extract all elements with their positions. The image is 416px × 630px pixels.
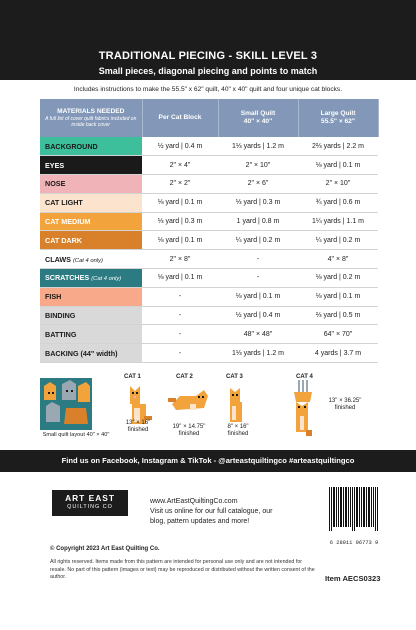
cat-2-size: 19" × 14.75" <box>172 424 206 430</box>
quantity-cell-c2: - <box>218 269 298 288</box>
website-url[interactable]: www.ArtEastQuiltingCo.com <box>150 498 238 505</box>
quantity-cell-c1: 2" × 8" <box>142 250 218 269</box>
table-row <box>40 212 378 231</box>
material-name: FISH <box>45 292 62 302</box>
material-name: BATTING <box>45 329 77 339</box>
cat-2-finished: finished <box>178 431 200 438</box>
cat-4-image <box>294 380 312 436</box>
material-name: EYES <box>45 160 65 170</box>
quantity-cell-c1: - <box>142 325 218 344</box>
table-row <box>40 193 378 212</box>
copyright-text: Copyright 2023 Art East Quilting Co. <box>56 546 160 552</box>
table-row <box>40 325 378 344</box>
quantity-cell-c1: - <box>142 344 218 363</box>
quantity-cell-c2: 1⅓ yards | 1.2 m <box>218 344 298 363</box>
cat-2-dimensions <box>158 424 220 438</box>
cat-1-finished: finished <box>127 427 149 434</box>
cat-2-image <box>168 390 208 410</box>
material-name-cell <box>40 269 142 288</box>
material-name: BACKING (44" width) <box>45 348 118 358</box>
small-quilt-layout-caption: Small quilt layout 40" × 40" <box>42 432 110 438</box>
table-row <box>40 175 378 194</box>
quantity-cell-c3: ⅔ yard | 0.5 m <box>298 306 378 325</box>
material-name-cell <box>40 344 142 363</box>
quantity-cell-c3: ⅛ yard | 0.1 m <box>298 156 378 175</box>
logo-line-1: ART EAST <box>65 493 115 503</box>
website-text-1: Visit us online for our full catalogue, our <box>150 508 273 516</box>
barcode-bars-image <box>325 485 383 535</box>
website-text-2: blog, pattern updates and more! <box>150 518 250 526</box>
quantity-cell-c1: ⅓ yard | 0.3 m <box>142 212 218 231</box>
cat-4-dimensions <box>316 398 374 412</box>
material-name: CAT DARK <box>45 235 82 245</box>
quantity-cell-c1: 2" × 2" <box>142 175 218 194</box>
cat-3-label: CAT 3 <box>226 374 243 380</box>
quantity-cell-c2: 2" × 6" <box>218 175 298 194</box>
quantity-cell-c3: 4" × 8" <box>298 250 378 269</box>
cat-1-image <box>130 386 152 424</box>
quantity-cell-c2: 48" × 48" <box>218 325 298 344</box>
materials-body <box>40 137 378 363</box>
cat-3-size: 8" × 16" <box>227 424 249 430</box>
material-name-cell <box>40 137 142 156</box>
cat-4-size: 13" × 36.25" <box>328 398 362 404</box>
cat-blocks-area <box>40 374 380 444</box>
cat-3-dimensions <box>218 424 258 438</box>
page-subtitle: Small pieces, diagonal piecing and points to match <box>98 66 318 76</box>
cat-3-image <box>230 388 242 422</box>
cat-3-finished: finished <box>227 431 249 438</box>
copyright-icon: © <box>50 546 55 552</box>
social-follow-bar: Find us on Facebook, Instagram & TikTok - @arteastquiltingco #arteastquiltingco <box>0 450 416 472</box>
material-name: BINDING <box>45 311 76 321</box>
logo-line-2: QUILTING CO <box>67 504 113 510</box>
cat-1-size: 13" × 16" <box>125 420 151 426</box>
table-row <box>40 156 378 175</box>
material-name-cell <box>40 250 142 269</box>
quantity-cell-c3: 4 yards | 3.7 m <box>298 344 378 363</box>
col-large-quilt-size: 55.5" × 62" <box>321 118 355 125</box>
barcode-digits: 6 28011 06773 9 <box>329 540 379 546</box>
quantity-cell-c3: ⅛ yard | 0.2 m <box>298 269 378 288</box>
materials-header <box>40 99 142 137</box>
material-name-cell <box>40 175 142 194</box>
table-row <box>40 269 378 288</box>
quantity-cell-c3: 2⅔ yards | 2.2 m <box>298 137 378 156</box>
table-row <box>40 287 378 306</box>
material-name: CAT MEDIUM <box>45 217 91 227</box>
quantity-cell-c3: 64" × 70" <box>298 325 378 344</box>
material-name-cell <box>40 193 142 212</box>
material-name: CLAWS <box>45 254 71 264</box>
quantity-cell-c1: ⅛ yard | 0.1 m <box>142 193 218 212</box>
quantity-cell-c2: ½ yard | 0.4 m <box>218 306 298 325</box>
page-title: TRADITIONAL PIECING - SKILL LEVEL 3 <box>98 50 318 62</box>
quantity-cell-c1: 2" × 4" <box>142 156 218 175</box>
quantity-cell-c2: ¼ yard | 0.2 m <box>218 231 298 250</box>
small-quilt-layout-image <box>40 378 92 430</box>
item-number: Item AECS0323 <box>325 574 381 583</box>
quantity-cell-c3: ⅛ yard | 0.1 m <box>298 287 378 306</box>
quantity-cell-c2: ⅓ yard | 0.3 m <box>218 193 298 212</box>
material-name-cell <box>40 212 142 231</box>
material-name-cell <box>40 325 142 344</box>
table-row <box>40 137 378 156</box>
barcode <box>325 485 383 547</box>
material-name: NOSE <box>45 179 66 189</box>
col-small-quilt-size: 40" × 40" <box>243 118 273 125</box>
copyright <box>50 546 160 552</box>
materials-header-row <box>40 99 378 137</box>
quantity-cell-c3: 1¼ yards | 1.1 m <box>298 212 378 231</box>
material-name: BACKGROUND <box>45 141 98 151</box>
materials-table <box>40 99 379 363</box>
website-info <box>150 497 320 527</box>
rights-text: All rights reserved. Items made from this pattern are intended for personal use only and are not intended for resale. No part of this pattern (images or text) may be reproduced or distributed without the written consent of the author. <box>50 559 315 581</box>
table-row <box>40 231 378 250</box>
quantity-cell-c2: 1⅓ yards | 1.2 m <box>218 137 298 156</box>
col-small-quilt <box>218 99 298 137</box>
quantity-cell-c1: ⅛ yard | 0.1 m <box>142 231 218 250</box>
quantity-cell-c3: ¼ yard | 0.2 m <box>298 231 378 250</box>
quantity-cell-c2: - <box>218 250 298 269</box>
col-large-quilt-label: Large Quilt <box>320 110 356 118</box>
brand-logo <box>52 490 128 516</box>
quantity-cell-c1: ⅛ yard | 0.1 m <box>142 269 218 288</box>
table-row <box>40 306 378 325</box>
quantity-cell-c3: 2" × 10" <box>298 175 378 194</box>
col-large-quilt <box>298 99 378 137</box>
materials-header-note: A full list of cover quilt fabrics included on inside back cover <box>45 115 137 128</box>
cat-4-label: CAT 4 <box>296 374 313 380</box>
material-name-cell <box>40 306 142 325</box>
col-per-cat-block: Per Cat Block <box>142 99 218 137</box>
quantity-cell-c2: 2" × 10" <box>218 156 298 175</box>
col-small-quilt-label: Small Quilt <box>240 110 276 118</box>
cat-4-finished: finished <box>334 405 356 412</box>
quantity-cell-c2: ⅛ yard | 0.1 m <box>218 287 298 306</box>
material-name-cell <box>40 231 142 250</box>
intro-text: Includes instructions to make the 55.5" x 62" quilt, 40" x 40" quilt and four unique cat blocks. <box>73 86 343 93</box>
table-row <box>40 344 378 363</box>
material-name-cell <box>40 287 142 306</box>
cat-1-label: CAT 1 <box>124 374 141 380</box>
materials-header-title: MATERIALS NEEDED <box>57 108 125 116</box>
cat-2-label: CAT 2 <box>176 374 193 380</box>
material-name: CAT LIGHT <box>45 198 83 208</box>
quantity-cell-c1: ½ yard | 0.4 m <box>142 137 218 156</box>
material-name-cell <box>40 156 142 175</box>
cat-1-dimensions <box>118 420 158 434</box>
quantity-cell-c3: ¾ yard | 0.6 m <box>298 193 378 212</box>
material-name: SCRATCHES <box>45 273 90 283</box>
quantity-cell-c1: - <box>142 287 218 306</box>
table-row <box>40 250 378 269</box>
quantity-cell-c2: 1 yard | 0.8 m <box>218 212 298 231</box>
quantity-cell-c1: - <box>142 306 218 325</box>
material-note: (Cat 4 only) <box>72 257 103 264</box>
material-note: (Cat 4 only) <box>91 276 122 283</box>
